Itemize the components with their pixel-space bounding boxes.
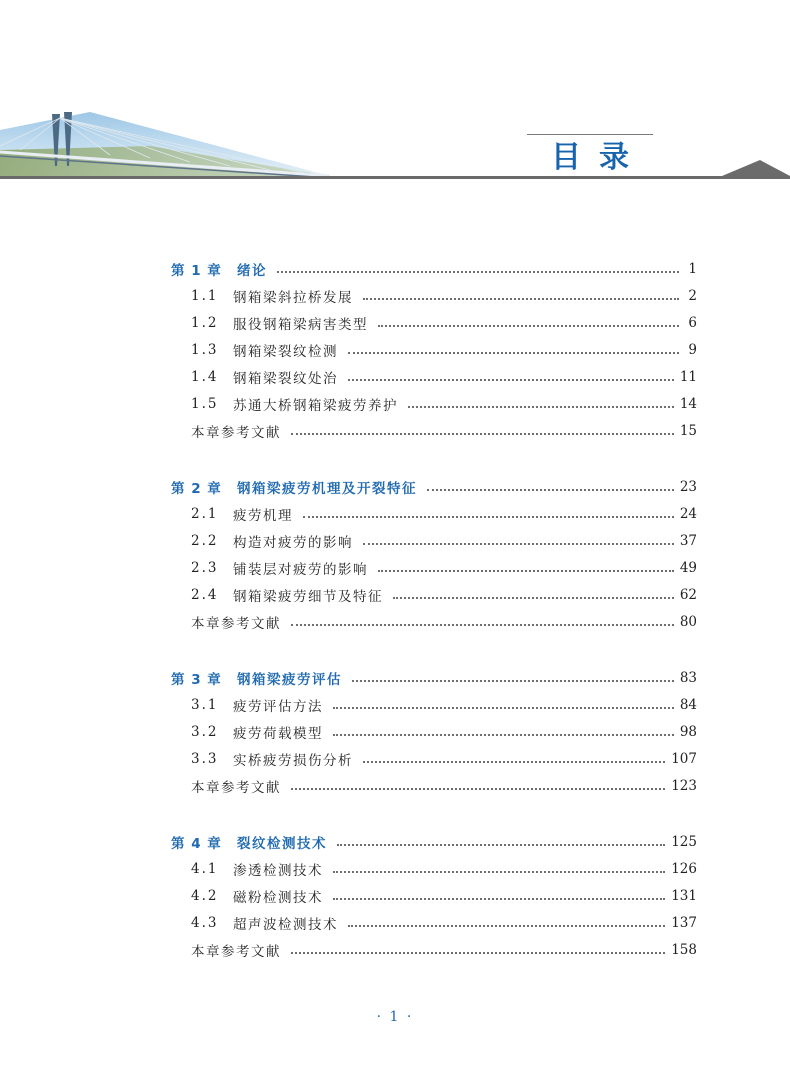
section-title: 钢箱梁裂纹检测 — [233, 344, 338, 360]
section-number: 4.3 — [191, 915, 219, 931]
dot-leader — [291, 788, 665, 790]
toc-chapter-entry[interactable] — [171, 256, 697, 282]
dot-leader — [291, 952, 665, 954]
toc-section-entry[interactable] — [171, 937, 697, 963]
page-ref: 24 — [679, 506, 697, 522]
dot-leader — [363, 298, 679, 300]
page-ref: 1 — [688, 261, 697, 277]
section-title: 钢箱梁斜拉桥发展 — [233, 290, 353, 306]
toc-section-entry[interactable] — [171, 337, 697, 363]
page-ref: 15 — [679, 423, 697, 439]
section-number: 1.5 — [191, 396, 219, 412]
title-rule — [527, 134, 653, 135]
toc-section-entry[interactable] — [171, 391, 697, 417]
page-number: · 1 · — [376, 1009, 414, 1025]
toc-section-entry[interactable] — [171, 746, 697, 772]
section-number: 2.2 — [191, 533, 219, 549]
dot-leader — [408, 406, 674, 408]
section-title: 苏通大桥钢箱梁疲劳养护 — [233, 398, 398, 414]
section-number: 1.1 — [191, 288, 219, 304]
section-title: 钢箱梁疲劳细节及特征 — [233, 589, 383, 605]
dot-leader — [378, 325, 679, 327]
section-number: 3.3 — [191, 751, 219, 767]
dot-leader — [352, 680, 674, 682]
section-number: 3.2 — [191, 724, 219, 740]
dot-leader — [333, 734, 674, 736]
page-ref: 80 — [679, 614, 697, 630]
page-ref: 49 — [679, 560, 697, 576]
page-title: 目录 — [551, 140, 647, 175]
header-triangle — [722, 160, 790, 176]
toc-section-entry[interactable] — [171, 719, 697, 745]
page-ref: 83 — [679, 670, 697, 686]
chapter-title: 钢箱梁疲劳评估 — [237, 672, 342, 688]
toc-section-entry[interactable] — [171, 692, 697, 718]
section-title: 铺装层对疲劳的影响 — [233, 562, 368, 578]
toc-section-entry[interactable] — [171, 856, 697, 882]
header-banner — [0, 0, 790, 190]
dot-leader — [363, 543, 674, 545]
section-title: 本章参考文献 — [191, 780, 281, 796]
toc-section-entry[interactable] — [171, 910, 697, 936]
toc-section-entry[interactable] — [171, 501, 697, 527]
chapter-title: 裂纹检测技术 — [237, 836, 327, 852]
section-number: 1.2 — [191, 315, 219, 331]
dot-leader — [348, 352, 679, 354]
page-ref: 2 — [688, 288, 697, 304]
dot-leader — [427, 489, 674, 491]
toc-section-entry[interactable] — [171, 883, 697, 909]
toc-section-entry[interactable] — [171, 555, 697, 581]
header-rule — [0, 176, 790, 179]
chapter-number: 第 1 章 — [171, 263, 222, 279]
page-ref: 62 — [679, 587, 697, 603]
section-title: 疲劳荷载模型 — [233, 726, 323, 742]
section-title: 疲劳机理 — [233, 508, 293, 524]
dot-leader — [333, 898, 665, 900]
section-number: 3.1 — [191, 697, 219, 713]
section-number: 1.3 — [191, 342, 219, 358]
chapter-number: 第 3 章 — [171, 672, 222, 688]
section-number: 2.3 — [191, 560, 219, 576]
dot-leader — [348, 379, 674, 381]
section-number: 4.1 — [191, 861, 219, 877]
dot-leader — [378, 570, 674, 572]
section-title: 服役钢箱梁病害类型 — [233, 317, 368, 333]
section-number: 2.1 — [191, 506, 219, 522]
toc-chapter-entry[interactable] — [171, 829, 697, 855]
toc-section-entry[interactable] — [171, 773, 697, 799]
section-number: 4.2 — [191, 888, 219, 904]
dot-leader — [291, 624, 674, 626]
page-ref: 11 — [679, 369, 697, 385]
page-ref: 9 — [688, 342, 697, 358]
page-ref: 6 — [688, 315, 697, 331]
chapter-title: 绪论 — [237, 263, 267, 279]
toc-section-entry[interactable] — [171, 528, 697, 554]
section-title: 磁粉检测技术 — [233, 890, 323, 906]
dot-leader — [393, 597, 674, 599]
section-title: 疲劳评估方法 — [233, 699, 323, 715]
bridge-illustration — [0, 112, 330, 178]
toc-section-entry[interactable] — [171, 609, 697, 635]
page-ref: 123 — [671, 778, 697, 794]
page-ref: 137 — [671, 915, 697, 931]
toc-section-entry[interactable] — [171, 310, 697, 336]
dot-leader — [291, 433, 674, 435]
page-ref: 84 — [679, 697, 697, 713]
dot-leader — [337, 844, 665, 846]
dot-leader — [333, 871, 665, 873]
section-number: 2.4 — [191, 587, 219, 603]
page-ref: 125 — [671, 834, 697, 850]
page-ref: 98 — [679, 724, 697, 740]
dot-leader — [363, 761, 665, 763]
toc-chapter-entry[interactable] — [171, 665, 697, 691]
section-title: 本章参考文献 — [191, 616, 281, 632]
page-ref: 14 — [679, 396, 697, 412]
dot-leader — [333, 707, 674, 709]
section-title: 实桥疲劳损伤分析 — [233, 753, 353, 769]
chapter-title: 钢箱梁疲劳机理及开裂特征 — [237, 481, 417, 497]
chapter-number: 第 4 章 — [171, 836, 222, 852]
section-number: 1.4 — [191, 369, 219, 385]
toc-section-entry[interactable] — [171, 418, 697, 444]
page-ref: 23 — [679, 479, 697, 495]
page-ref: 158 — [671, 942, 697, 958]
page-ref: 126 — [671, 861, 697, 877]
toc-section-entry[interactable] — [171, 582, 697, 608]
chapter-number: 第 2 章 — [171, 481, 222, 497]
dot-leader — [348, 925, 665, 927]
section-title: 本章参考文献 — [191, 944, 281, 960]
page-ref: 107 — [671, 751, 697, 767]
page-ref: 37 — [679, 533, 697, 549]
section-title: 钢箱梁裂纹处治 — [233, 371, 338, 387]
toc-section-entry[interactable] — [171, 364, 697, 390]
dot-leader — [303, 516, 674, 518]
dot-leader — [277, 271, 679, 273]
toc-chapter-entry[interactable] — [171, 474, 697, 500]
section-title: 渗透检测技术 — [233, 863, 323, 879]
section-title: 构造对疲劳的影响 — [233, 535, 353, 551]
section-title: 超声波检测技术 — [233, 917, 338, 933]
section-title: 本章参考文献 — [191, 425, 281, 441]
toc-section-entry[interactable] — [171, 283, 697, 309]
page-ref: 131 — [671, 888, 697, 904]
